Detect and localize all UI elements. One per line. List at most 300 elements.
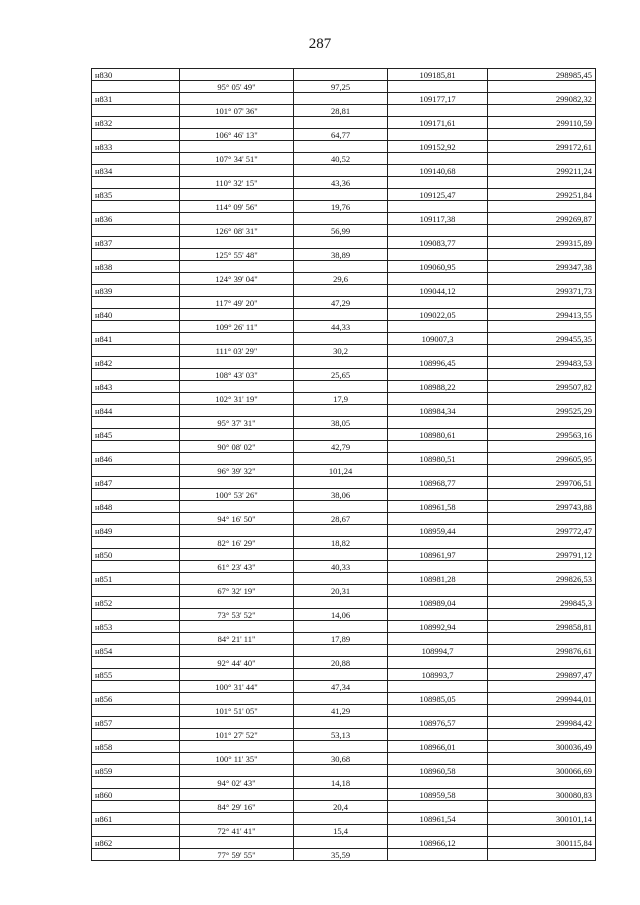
direction-angle: 77° 59' 55"	[180, 849, 294, 861]
empty-cell	[180, 453, 294, 465]
empty-cell	[488, 585, 596, 597]
direction-angle: 117° 49' 20"	[180, 297, 294, 309]
empty-cell	[388, 273, 488, 285]
segment-length: 20,88	[294, 657, 388, 669]
direction-angle: 94° 02' 43"	[180, 777, 294, 789]
table-row	[92, 153, 596, 165]
table-row	[92, 825, 596, 837]
empty-cell	[92, 105, 180, 117]
table-row	[92, 333, 596, 345]
y-coordinate: 299944,01	[488, 693, 596, 705]
table-row	[92, 69, 596, 81]
segment-length: 17,89	[294, 633, 388, 645]
point-id: н858	[92, 741, 180, 753]
direction-angle: 72° 41' 41"	[180, 825, 294, 837]
y-coordinate: 299984,42	[488, 717, 596, 729]
table-row	[92, 729, 596, 741]
empty-cell	[294, 645, 388, 657]
direction-angle: 96° 39' 32"	[180, 465, 294, 477]
point-id: н850	[92, 549, 180, 561]
empty-cell	[180, 549, 294, 561]
empty-cell	[180, 837, 294, 849]
y-coordinate: 299845,3	[488, 597, 596, 609]
y-coordinate: 299455,35	[488, 333, 596, 345]
empty-cell	[488, 153, 596, 165]
segment-length: 56,99	[294, 225, 388, 237]
y-coordinate: 299315,89	[488, 237, 596, 249]
empty-cell	[388, 393, 488, 405]
empty-cell	[294, 477, 388, 489]
table-row	[92, 525, 596, 537]
table-row	[92, 357, 596, 369]
empty-cell	[294, 165, 388, 177]
empty-cell	[294, 69, 388, 81]
empty-cell	[92, 177, 180, 189]
segment-length: 20,31	[294, 585, 388, 597]
table-row	[92, 633, 596, 645]
empty-cell	[388, 777, 488, 789]
y-coordinate: 300080,83	[488, 789, 596, 801]
segment-length: 97,25	[294, 81, 388, 93]
segment-length: 15,4	[294, 825, 388, 837]
segment-length: 30,68	[294, 753, 388, 765]
empty-cell	[294, 549, 388, 561]
empty-cell	[388, 81, 488, 93]
table-row	[92, 849, 596, 861]
empty-cell	[294, 261, 388, 273]
table-row	[92, 669, 596, 681]
empty-cell	[294, 573, 388, 585]
empty-cell	[92, 801, 180, 813]
empty-cell	[388, 801, 488, 813]
segment-length: 64,77	[294, 129, 388, 141]
empty-cell	[294, 765, 388, 777]
empty-cell	[92, 489, 180, 501]
empty-cell	[92, 273, 180, 285]
y-coordinate: 299483,53	[488, 357, 596, 369]
point-id: н845	[92, 429, 180, 441]
table-row	[92, 93, 596, 105]
empty-cell	[388, 129, 488, 141]
empty-cell	[388, 537, 488, 549]
empty-cell	[92, 321, 180, 333]
table-row	[92, 549, 596, 561]
table-row	[92, 453, 596, 465]
empty-cell	[180, 141, 294, 153]
table-row	[92, 537, 596, 549]
empty-cell	[92, 369, 180, 381]
x-coordinate: 109117,38	[388, 213, 488, 225]
empty-cell	[180, 165, 294, 177]
direction-angle: 92° 44' 40"	[180, 657, 294, 669]
empty-cell	[488, 561, 596, 573]
point-id: н859	[92, 765, 180, 777]
empty-cell	[488, 513, 596, 525]
empty-cell	[92, 153, 180, 165]
point-id: н856	[92, 693, 180, 705]
segment-length: 20,4	[294, 801, 388, 813]
empty-cell	[180, 741, 294, 753]
empty-cell	[294, 597, 388, 609]
y-coordinate: 299897,47	[488, 669, 596, 681]
table-row	[92, 321, 596, 333]
empty-cell	[92, 393, 180, 405]
empty-cell	[388, 441, 488, 453]
x-coordinate: 108981,28	[388, 573, 488, 585]
x-coordinate: 108992,94	[388, 621, 488, 633]
table-row	[92, 693, 596, 705]
point-id: н833	[92, 141, 180, 153]
x-coordinate: 108985,05	[388, 693, 488, 705]
empty-cell	[488, 297, 596, 309]
direction-angle: 114° 09' 56"	[180, 201, 294, 213]
table-row	[92, 813, 596, 825]
table-row	[92, 177, 596, 189]
empty-cell	[488, 729, 596, 741]
segment-length: 28,67	[294, 513, 388, 525]
table-row	[92, 141, 596, 153]
point-id: н846	[92, 453, 180, 465]
empty-cell	[180, 237, 294, 249]
x-coordinate: 108984,34	[388, 405, 488, 417]
empty-cell	[294, 285, 388, 297]
x-coordinate: 109171,61	[388, 117, 488, 129]
table-row	[92, 561, 596, 573]
x-coordinate: 108996,45	[388, 357, 488, 369]
empty-cell	[92, 609, 180, 621]
empty-cell	[388, 585, 488, 597]
empty-cell	[180, 765, 294, 777]
direction-angle: 95° 37' 31"	[180, 417, 294, 429]
point-id: н851	[92, 573, 180, 585]
segment-length: 28,81	[294, 105, 388, 117]
x-coordinate: 108959,58	[388, 789, 488, 801]
x-coordinate: 109060,95	[388, 261, 488, 273]
empty-cell	[294, 141, 388, 153]
empty-cell	[488, 465, 596, 477]
empty-cell	[488, 393, 596, 405]
empty-cell	[180, 501, 294, 513]
empty-cell	[388, 465, 488, 477]
empty-cell	[180, 789, 294, 801]
point-id: н857	[92, 717, 180, 729]
empty-cell	[180, 357, 294, 369]
x-coordinate: 109177,17	[388, 93, 488, 105]
y-coordinate: 299507,82	[488, 381, 596, 393]
table-row	[92, 285, 596, 297]
table-row	[92, 369, 596, 381]
y-coordinate: 300101,14	[488, 813, 596, 825]
segment-length: 17,9	[294, 393, 388, 405]
segment-length: 42,79	[294, 441, 388, 453]
empty-cell	[294, 429, 388, 441]
table-body	[92, 69, 596, 861]
y-coordinate: 299858,81	[488, 621, 596, 633]
table-row	[92, 465, 596, 477]
direction-angle: 101° 27' 52"	[180, 729, 294, 741]
empty-cell	[180, 261, 294, 273]
page-number: 287	[308, 36, 332, 52]
empty-cell	[388, 105, 488, 117]
x-coordinate: 108966,12	[388, 837, 488, 849]
empty-cell	[180, 597, 294, 609]
x-coordinate: 109022,05	[388, 309, 488, 321]
x-coordinate: 109125,47	[388, 189, 488, 201]
empty-cell	[294, 189, 388, 201]
empty-cell	[388, 177, 488, 189]
point-id: н861	[92, 813, 180, 825]
x-coordinate: 108994,7	[388, 645, 488, 657]
empty-cell	[388, 825, 488, 837]
empty-cell	[388, 321, 488, 333]
y-coordinate: 299110,59	[488, 117, 596, 129]
segment-length: 43,36	[294, 177, 388, 189]
table-row	[92, 225, 596, 237]
segment-length: 47,34	[294, 681, 388, 693]
table-row	[92, 129, 596, 141]
point-id: н839	[92, 285, 180, 297]
empty-cell	[92, 585, 180, 597]
table-row	[92, 717, 596, 729]
empty-cell	[92, 417, 180, 429]
table-row	[92, 513, 596, 525]
point-id: н835	[92, 189, 180, 201]
y-coordinate: 299826,53	[488, 573, 596, 585]
direction-angle: 84° 29' 16"	[180, 801, 294, 813]
point-id: н831	[92, 93, 180, 105]
direction-angle: 95° 05' 49"	[180, 81, 294, 93]
empty-cell	[180, 525, 294, 537]
empty-cell	[294, 309, 388, 321]
table-row	[92, 261, 596, 273]
direction-angle: 100° 31' 44"	[180, 681, 294, 693]
x-coordinate: 109152,92	[388, 141, 488, 153]
table-row	[92, 489, 596, 501]
empty-cell	[92, 345, 180, 357]
point-id: н862	[92, 837, 180, 849]
empty-cell	[294, 693, 388, 705]
table-row	[92, 705, 596, 717]
x-coordinate: 108988,22	[388, 381, 488, 393]
direction-angle: 101° 51' 05"	[180, 705, 294, 717]
direction-angle: 61° 23' 43"	[180, 561, 294, 573]
table-row	[92, 597, 596, 609]
segment-length: 38,89	[294, 249, 388, 261]
empty-cell	[180, 429, 294, 441]
segment-length: 40,52	[294, 153, 388, 165]
table-row	[92, 441, 596, 453]
table-row	[92, 237, 596, 249]
table-row	[92, 297, 596, 309]
empty-cell	[294, 405, 388, 417]
empty-cell	[388, 729, 488, 741]
empty-cell	[180, 189, 294, 201]
direction-angle: 84° 21' 11"	[180, 633, 294, 645]
empty-cell	[488, 801, 596, 813]
empty-cell	[294, 381, 388, 393]
empty-cell	[388, 849, 488, 861]
empty-cell	[294, 93, 388, 105]
x-coordinate: 108961,58	[388, 501, 488, 513]
y-coordinate: 299082,32	[488, 93, 596, 105]
direction-angle: 126° 08' 31"	[180, 225, 294, 237]
table-row	[92, 789, 596, 801]
empty-cell	[294, 717, 388, 729]
empty-cell	[180, 405, 294, 417]
table-row	[92, 681, 596, 693]
empty-cell	[488, 489, 596, 501]
direction-angle: 106° 46' 13"	[180, 129, 294, 141]
direction-angle: 73° 53' 52"	[180, 609, 294, 621]
empty-cell	[388, 633, 488, 645]
y-coordinate: 300036,49	[488, 741, 596, 753]
empty-cell	[180, 477, 294, 489]
empty-cell	[488, 777, 596, 789]
empty-cell	[92, 849, 180, 861]
empty-cell	[488, 849, 596, 861]
point-id: н830	[92, 69, 180, 81]
empty-cell	[388, 153, 488, 165]
empty-cell	[180, 717, 294, 729]
x-coordinate: 108966,01	[388, 741, 488, 753]
table-row	[92, 417, 596, 429]
direction-angle: 82° 16' 29"	[180, 537, 294, 549]
empty-cell	[92, 225, 180, 237]
empty-cell	[488, 249, 596, 261]
empty-cell	[294, 741, 388, 753]
y-coordinate: 299743,88	[488, 501, 596, 513]
table-row	[92, 777, 596, 789]
direction-angle: 67° 32' 19"	[180, 585, 294, 597]
x-coordinate: 109140,68	[388, 165, 488, 177]
segment-length: 29,6	[294, 273, 388, 285]
table-row	[92, 405, 596, 417]
table-row	[92, 381, 596, 393]
y-coordinate: 299876,61	[488, 645, 596, 657]
segment-length: 25,65	[294, 369, 388, 381]
table-row	[92, 585, 596, 597]
empty-cell	[92, 513, 180, 525]
empty-cell	[180, 69, 294, 81]
empty-cell	[388, 417, 488, 429]
direction-angle: 90° 08' 02"	[180, 441, 294, 453]
y-coordinate: 299371,73	[488, 285, 596, 297]
segment-length: 30,2	[294, 345, 388, 357]
segment-length: 53,13	[294, 729, 388, 741]
point-id: н837	[92, 237, 180, 249]
empty-cell	[294, 813, 388, 825]
table-row	[92, 753, 596, 765]
y-coordinate: 299172,61	[488, 141, 596, 153]
empty-cell	[92, 441, 180, 453]
point-id: н834	[92, 165, 180, 177]
empty-cell	[92, 201, 180, 213]
empty-cell	[388, 225, 488, 237]
empty-cell	[388, 609, 488, 621]
direction-angle: 101° 07' 36"	[180, 105, 294, 117]
segment-length: 14,06	[294, 609, 388, 621]
empty-cell	[488, 537, 596, 549]
segment-length: 38,06	[294, 489, 388, 501]
y-coordinate: 299251,84	[488, 189, 596, 201]
point-id: н852	[92, 597, 180, 609]
y-coordinate: 299563,16	[488, 429, 596, 441]
direction-angle: 110° 32' 15"	[180, 177, 294, 189]
point-id: н832	[92, 117, 180, 129]
segment-length: 40,33	[294, 561, 388, 573]
y-coordinate: 299413,55	[488, 309, 596, 321]
empty-cell	[180, 621, 294, 633]
direction-angle: 108° 43' 03"	[180, 369, 294, 381]
table-row	[92, 477, 596, 489]
y-coordinate: 299605,95	[488, 453, 596, 465]
empty-cell	[92, 129, 180, 141]
empty-cell	[180, 573, 294, 585]
empty-cell	[388, 345, 488, 357]
point-id: н838	[92, 261, 180, 273]
direction-angle: 107° 34' 51"	[180, 153, 294, 165]
empty-cell	[488, 321, 596, 333]
table-row	[92, 741, 596, 753]
point-id: н847	[92, 477, 180, 489]
empty-cell	[294, 453, 388, 465]
x-coordinate: 108968,77	[388, 477, 488, 489]
x-coordinate: 108980,51	[388, 453, 488, 465]
empty-cell	[388, 681, 488, 693]
empty-cell	[488, 129, 596, 141]
direction-angle: 125° 55' 48"	[180, 249, 294, 261]
empty-cell	[488, 201, 596, 213]
empty-cell	[388, 705, 488, 717]
direction-angle: 102° 31' 19"	[180, 393, 294, 405]
point-id: н841	[92, 333, 180, 345]
empty-cell	[488, 177, 596, 189]
table-row	[92, 837, 596, 849]
table-row	[92, 801, 596, 813]
empty-cell	[92, 633, 180, 645]
empty-cell	[92, 705, 180, 717]
empty-cell	[294, 669, 388, 681]
segment-length: 41,29	[294, 705, 388, 717]
empty-cell	[388, 489, 488, 501]
empty-cell	[92, 561, 180, 573]
x-coordinate: 108976,57	[388, 717, 488, 729]
empty-cell	[180, 117, 294, 129]
point-id: н843	[92, 381, 180, 393]
empty-cell	[92, 537, 180, 549]
empty-cell	[92, 249, 180, 261]
table-row	[92, 117, 596, 129]
segment-length: 14,18	[294, 777, 388, 789]
segment-length: 44,33	[294, 321, 388, 333]
x-coordinate: 108961,54	[388, 813, 488, 825]
x-coordinate: 109083,77	[388, 237, 488, 249]
point-id: н836	[92, 213, 180, 225]
table-row	[92, 201, 596, 213]
empty-cell	[388, 513, 488, 525]
table-row	[92, 105, 596, 117]
empty-cell	[180, 693, 294, 705]
empty-cell	[488, 681, 596, 693]
empty-cell	[388, 561, 488, 573]
x-coordinate: 108959,44	[388, 525, 488, 537]
table-row	[92, 765, 596, 777]
table-row	[92, 81, 596, 93]
empty-cell	[180, 645, 294, 657]
y-coordinate: 300115,84	[488, 837, 596, 849]
empty-cell	[180, 333, 294, 345]
empty-cell	[180, 813, 294, 825]
